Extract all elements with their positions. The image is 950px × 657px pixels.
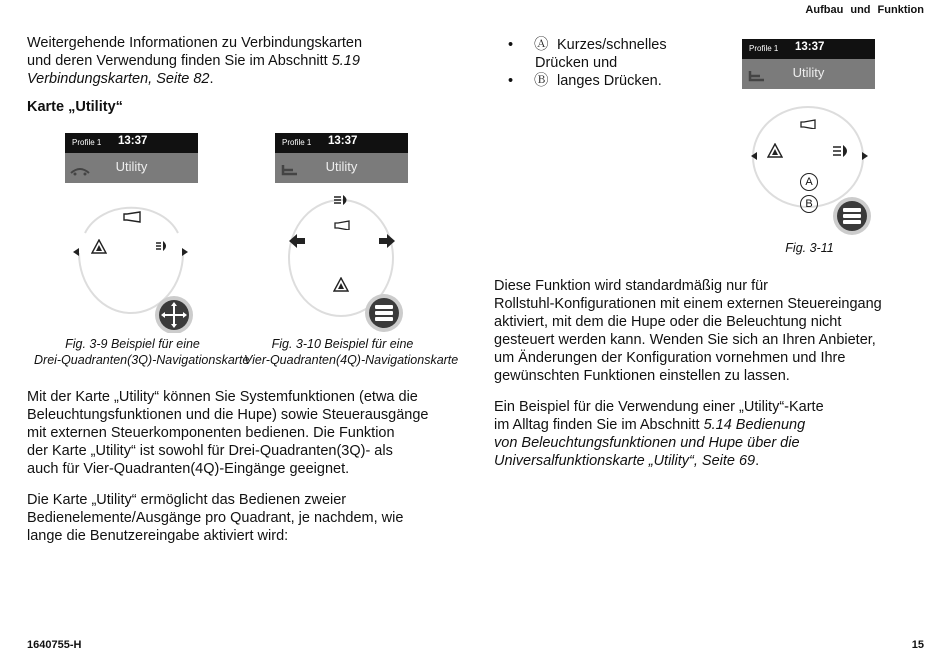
- text-line: um Änderungen der Konfiguration vornehmen und Ihre: [494, 350, 846, 366]
- section-heading: Karte „Utility“: [27, 99, 123, 115]
- label-a-circle: A: [800, 173, 818, 191]
- page-number: 15: [911, 639, 924, 651]
- figure-3-10-screen: [275, 133, 408, 333]
- utility-description: [27, 388, 457, 478]
- text-line: gesteuert werden kann. Wenden Sie sich an Ihren Anbieter,: [494, 332, 876, 348]
- headlight-icon[interactable]: [832, 143, 852, 164]
- menu-button[interactable]: [364, 293, 404, 333]
- list-item-text: Kurzes/schnelles: [557, 37, 667, 53]
- move-mode-button[interactable]: [154, 295, 194, 333]
- clock: 13:37: [328, 135, 358, 147]
- text-line: Beleuchtungsfunktionen und die Hupe) sowie Steuerausgänge: [27, 407, 429, 423]
- arrow-right-icon[interactable]: [179, 244, 189, 262]
- horn-icon[interactable]: [799, 116, 819, 134]
- intro-line-3: [27, 70, 457, 88]
- list-item-text-continued: Drücken und: [535, 55, 618, 71]
- status-bar: [742, 39, 875, 59]
- horn-icon[interactable]: [333, 217, 353, 235]
- text-line: Die Karte „Utility“ ermöglicht das Bedienen zweier: [27, 492, 347, 508]
- text-line: mit externen Steuerkomponenten bedienen. Die Funktion: [27, 425, 395, 441]
- text-line-part: im Alltag finden Sie im Abschnitt: [494, 417, 704, 433]
- headlight-icon[interactable]: [155, 239, 171, 258]
- text-line: Ein Beispiel für die Verwendung einer „Utility“-Karte: [494, 399, 824, 415]
- status-bar: [65, 133, 198, 153]
- intro-line-2-text: und deren Verwendung finden Sie im Abschnitt: [27, 53, 332, 69]
- clock: 13:37: [795, 41, 825, 53]
- figure-3-11-screen: [742, 39, 875, 237]
- section-reference-title[interactable]: Verbindungskarten, Seite 82: [27, 71, 210, 87]
- utility-title: Utility: [115, 159, 148, 174]
- clock: 13:37: [118, 135, 148, 147]
- text-line: lange die Benutzereingabe aktiviert wird:: [27, 528, 289, 544]
- text-line: [494, 416, 919, 434]
- status-bar: [275, 133, 408, 153]
- intro-line-3-end: .: [209, 71, 214, 87]
- example-reference-paragraph: [494, 398, 919, 470]
- section-reference-link[interactable]: 5.19: [331, 53, 360, 69]
- intro-line-1: Weitergehende Informationen zu Verbindungskarten: [27, 35, 363, 51]
- utility-title: Utility: [325, 159, 358, 174]
- arrow-left-icon[interactable]: [72, 244, 82, 262]
- headlight-icon[interactable]: [333, 193, 351, 212]
- utility-title: Utility: [792, 65, 825, 80]
- figure-3-10-caption-line-1: Fig. 3-10 Beispiel für eine: [271, 337, 414, 351]
- section-reference-link[interactable]: 5.14 Bedienung: [703, 417, 806, 433]
- document-id: 1640755-H: [27, 639, 82, 651]
- text-line: aktiviert, mit dem die Hupe oder die Beleuchtung nicht: [494, 314, 842, 330]
- profile-label: Profile 1: [72, 138, 102, 147]
- text-line: Bedienelemente/Ausgänge pro Quadrant, je nachdem, wie: [27, 510, 404, 526]
- profile-label: Profile 1: [749, 44, 779, 53]
- profile-label: Profile 1: [282, 138, 312, 147]
- menu-button[interactable]: [832, 196, 872, 237]
- horn-icon[interactable]: [122, 210, 144, 228]
- utility-title-bar: [275, 153, 408, 183]
- intro-line-2: [27, 52, 457, 70]
- utility-operation-paragraph: [27, 491, 457, 545]
- text-line: Rollstuhl-Konfigurationen mit einem externen Steuereingang: [494, 296, 882, 312]
- bullet-icon: •: [508, 37, 514, 53]
- arrow-right-icon[interactable]: [859, 148, 869, 166]
- utility-title-bar: [742, 59, 875, 89]
- list-item: [494, 36, 724, 72]
- marker-a: Ⓐ: [534, 37, 549, 53]
- text-line: der Karte „Utility“ ist sowohl für Drei-Quadranten(3Q)- als: [27, 443, 393, 459]
- figure-3-9-screen: [65, 133, 198, 333]
- figure-3-11-caption: Fig. 3-11: [785, 241, 834, 255]
- text-line: gewünschten Funktionen einstellen zu lassen.: [494, 368, 790, 384]
- utility-title-bar: [65, 153, 198, 183]
- list-item-text: langes Drücken.: [557, 73, 662, 89]
- text-line-end: .: [755, 453, 760, 469]
- text-line: Diese Funktion wird standardmäßig nur für: [494, 278, 769, 294]
- arrow-left-icon[interactable]: [750, 148, 760, 166]
- hazard-icon[interactable]: [767, 143, 783, 164]
- hazard-icon[interactable]: [333, 277, 349, 298]
- arrow-left-icon[interactable]: [288, 233, 306, 254]
- figure-3-10-caption-line-2: Vier-Quadranten(4Q)-Navigationskarte: [244, 353, 459, 367]
- text-line: auch für Vier-Quadranten(4Q)-Eingänge geeignet.: [27, 461, 350, 477]
- figure-3-9-caption-line-2: Drei-Quadranten(3Q)-Navigationskarte: [34, 353, 250, 367]
- intro-paragraph: [27, 34, 457, 88]
- list-item: [494, 72, 724, 90]
- section-reference-title[interactable]: Universalfunktionskarte „Utility“, Seite 69: [494, 453, 756, 469]
- arrow-right-icon[interactable]: [378, 233, 396, 254]
- label-b-circle: B: [800, 195, 818, 213]
- text-line: [494, 452, 919, 470]
- running-header: Aufbau und Funktion: [805, 4, 924, 16]
- press-type-list: [494, 36, 724, 90]
- figure-3-9-caption-line-1: Fig. 3-9 Beispiel für eine: [65, 337, 200, 351]
- section-reference-title[interactable]: von Beleuchtungsfunktionen und Hupe über die: [494, 435, 800, 451]
- default-activation-paragraph: [494, 277, 919, 385]
- bullet-icon: •: [508, 73, 514, 89]
- marker-b: Ⓑ: [534, 73, 549, 89]
- text-line: Mit der Karte „Utility“ können Sie Systemfunktionen (etwa die: [27, 389, 418, 405]
- hazard-icon[interactable]: [91, 239, 107, 260]
